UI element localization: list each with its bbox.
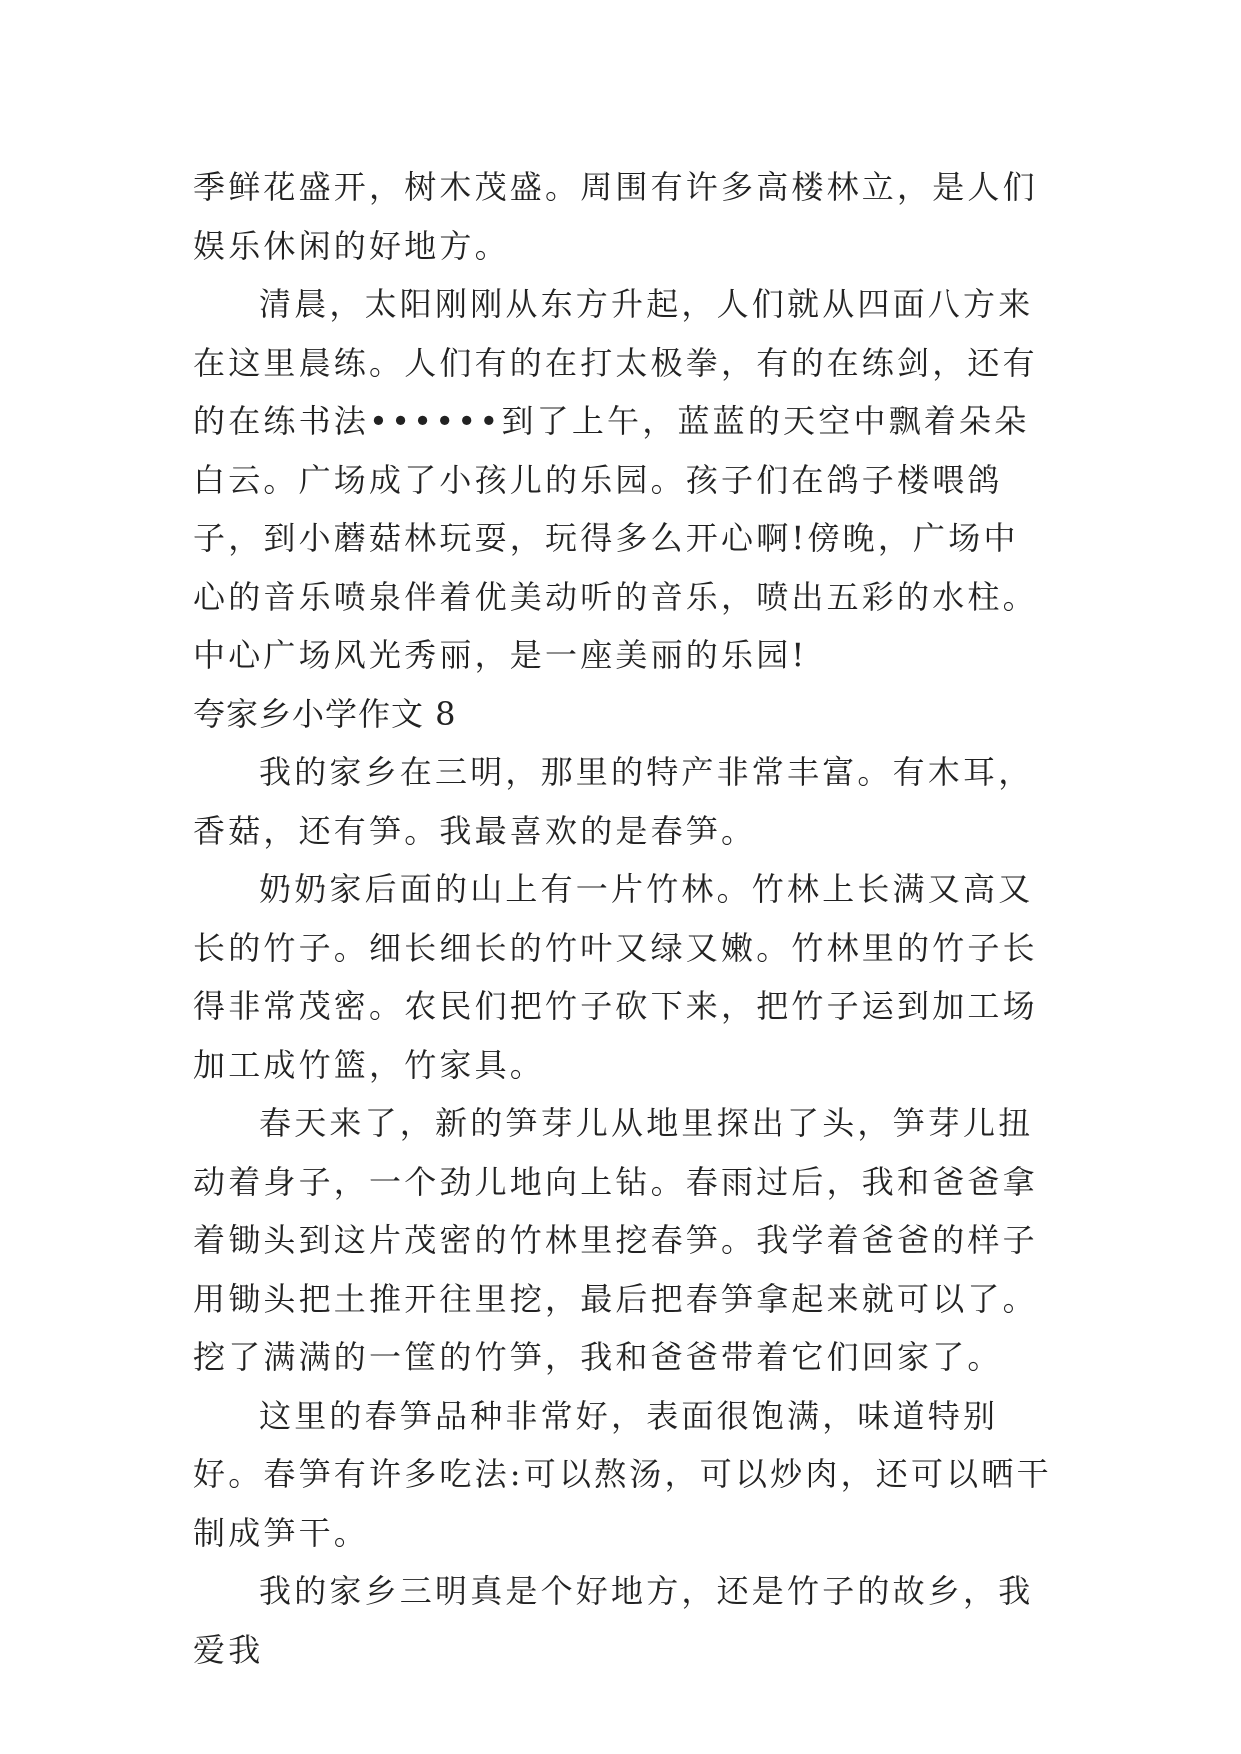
paragraph-bamboo-forest: 奶奶家后面的山上有一片竹林。竹林上长满又高又长的竹子。细长细长的竹叶又绿又嫩。竹林里的竹子长得非常茂密。农民们把竹子砍下来，把竹子运到加工场加工成竹篮，竹家具。: [193, 870, 1038, 1084]
paragraph-park-description: 季鲜花盛开，树木茂盛。周围有许多高楼林立，是人们娱乐休闲的好地方。: [193, 168, 1038, 265]
paragraph-square-day: 清晨，太阳刚刚从东方升起，人们就从四面八方来在这里晨练。人们有的在打太极拳，有的在练剑，还有的在练书法••••••到了上午，蓝蓝的天空中飘着朵朵白云。广场成了小孩儿的乐园。孩子们在鸽子楼喂鸽子，到小蘑菇林玩耍，玩得多么开心啊!傍晚，广场中心的音乐喷泉伴着优美动听的音乐，喷出五彩的水柱。中心广场风光秀丽，是一座美丽的乐园!: [193, 285, 1038, 674]
paragraph-sanming-intro: 我的家乡在三明，那里的特产非常丰富。有木耳，香菇，还有笋。我最喜欢的是春笋。: [193, 753, 1034, 850]
paragraph-digging-shoots: 春天来了，新的笋芽儿从地里探出了头，笋芽儿扭动着身子，一个劲儿地向上钻。春雨过后，我和爸爸拿着锄头到这片茂密的竹林里挖春笋。我学着爸爸的样子用锄头把土推开往里挖，最后把春笋拿起来就可以了。挖了满满的一筐的竹笋，我和爸爸带着它们回家了。: [193, 1104, 1038, 1376]
paragraph-shoot-quality: 这里的春笋品种非常好，表面很饱满，味道特别好。春笋有许多吃法:可以熬汤，可以炒肉，还可以晒干制成笋干。: [193, 1396, 1052, 1552]
paragraph-conclusion: 我的家乡三明真是个好地方，还是竹子的故乡，我爱我: [193, 1572, 1034, 1669]
document-body: [193, 158, 1053, 1679]
essay-title: 夸家乡小学作文 8: [193, 694, 457, 733]
